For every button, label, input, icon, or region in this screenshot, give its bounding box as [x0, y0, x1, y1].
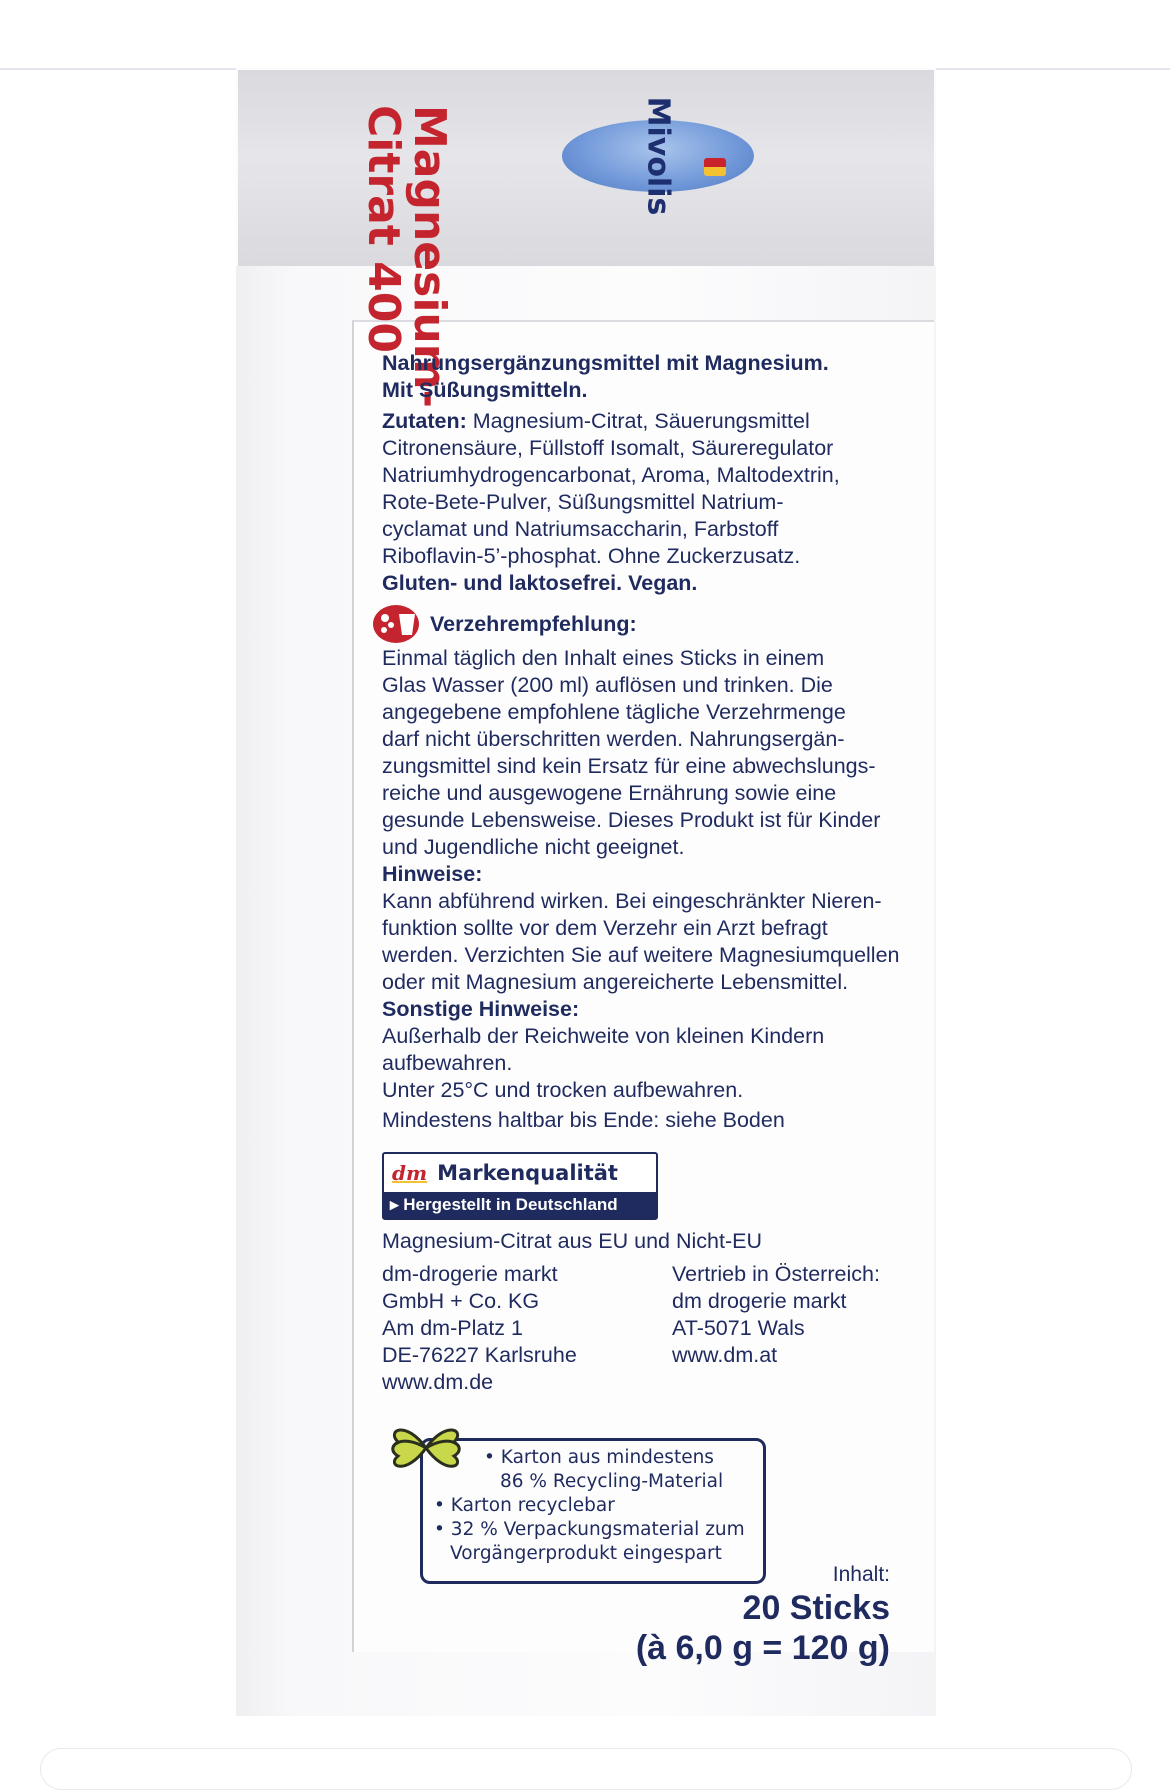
notes-line: oder mit Magnesium angereicherte Lebensmittel.: [382, 970, 849, 994]
ingredients-line: Rote-Bete-Pulver, Süßungsmittel Natrium-: [382, 490, 784, 514]
dm-quality-badge: [382, 1152, 658, 1220]
contents-label: Inhalt:: [832, 1563, 890, 1586]
other-notes-line: Unter 25°C und trocken aufbewahren.: [382, 1078, 744, 1102]
dosage-heading: Verzehrempfehlung:: [430, 611, 637, 636]
dosage-header: [382, 603, 902, 645]
ingredients-line: Riboflavin-5’-phosphat. Ohne Zuckerzusatz.: [382, 544, 801, 568]
address-line: Am dm-Platz 1: [382, 1316, 523, 1340]
recycling-item: Vorgängerprodukt eingespart: [450, 1543, 722, 1564]
ingredients-heading: Zutaten:: [382, 409, 467, 433]
origin-info: Magnesium-Citrat aus EU und Nicht-EU: [382, 1229, 762, 1253]
quality-subtitle: ▸ Hergestellt in Deutschland: [384, 1192, 656, 1218]
recycling-list: [434, 1446, 745, 1566]
glass-icon: [372, 603, 424, 645]
notes-line: funktion sollte vor dem Verzehr ein Arzt befragt: [382, 916, 828, 940]
package-contents: [636, 1562, 890, 1668]
dm-logo: dm: [392, 1160, 428, 1185]
bottom-card: [40, 1748, 1132, 1790]
product-name-line2: Citrat 400: [358, 105, 409, 353]
address-at: [672, 1261, 880, 1396]
address-line: www.dm.at: [672, 1343, 778, 1367]
dm-mini-badge-icon: [704, 158, 726, 176]
address-line: www.dm.de: [382, 1370, 494, 1394]
recycling-item: • Karton recyclebar: [434, 1495, 615, 1516]
address-line: DE-76227 Karlsruhe: [382, 1343, 577, 1367]
other-notes-line: Außerhalb der Reichweite von kleinen Kindern: [382, 1024, 825, 1048]
recycling-item: • 32 % Verpackungsmaterial zum: [434, 1519, 745, 1540]
notes-line: Kann abführend wirken. Bei eingeschränkter Nieren-: [382, 889, 882, 913]
notes-line: werden. Verzichten Sie auf weitere Magnesiumquellen: [382, 943, 900, 967]
ingredients-line: cyclamat und Natriumsaccharin, Farbstoff: [382, 517, 779, 541]
brand-logo-text: Mivolis: [640, 96, 676, 216]
label-text: [382, 350, 902, 1396]
other-notes-heading: Sonstige Hinweise:: [382, 997, 580, 1021]
dosage-line: zungsmittel sind kein Ersatz für eine abwechslungs-: [382, 754, 876, 778]
ingredients-line: Zutaten: Magnesium-Citrat, Säuerungsmittel: [382, 409, 810, 433]
dosage-line: und Jugendliche nicht geeignet.: [382, 835, 685, 859]
address-line: dm drogerie markt: [672, 1289, 847, 1313]
recycling-item: 86 % Recycling-Material: [500, 1471, 724, 1492]
address-block: [382, 1261, 902, 1396]
intro-line: Nahrungsergänzungsmittel mit Magnesium.: [382, 351, 829, 375]
dosage-line: gesunde Lebensweise. Dieses Produkt ist für Kinder: [382, 808, 881, 832]
notes-heading: Hinweise:: [382, 862, 483, 886]
dosage-line: reiche und ausgewogene Ernährung sowie eine: [382, 781, 837, 805]
contents-weight: (à 6,0 g = 120 g): [635, 1629, 890, 1667]
intro-line: Mit Süßungsmitteln.: [382, 378, 588, 402]
dosage-line: Glas Wasser (200 ml) auflösen und trinken. Die: [382, 673, 833, 697]
allergen-info: Gluten- und laktosefrei. Vegan.: [382, 571, 698, 595]
other-notes-line: aufbewahren.: [382, 1051, 513, 1075]
dosage-line: angegebene empfohlene tägliche Verzehrmenge: [382, 700, 846, 724]
quality-title: Markenqualität: [437, 1160, 618, 1185]
product-name-line1: Magnesium-: [404, 105, 455, 408]
ingredients-line: Citronensäure, Füllstoff Isomalt, Säureregulator: [382, 436, 834, 460]
contents-count: 20 Sticks: [742, 1589, 890, 1627]
ingredients-line: Natriumhydrogencarbonat, Aroma, Maltodextrin,: [382, 463, 840, 487]
recycling-item: • Karton aus mindestens: [484, 1447, 714, 1468]
other-notes-line: Mindestens haltbar bis Ende: siehe Boden: [382, 1108, 785, 1132]
address-de: [382, 1261, 672, 1396]
dosage-line: darf nicht überschritten werden. Nahrungsergän-: [382, 727, 845, 751]
dosage-line: Einmal täglich den Inhalt eines Sticks in einem: [382, 646, 825, 670]
address-line: dm-drogerie markt: [382, 1262, 558, 1286]
address-line: Vertrieb in Österreich:: [672, 1262, 880, 1286]
address-line: GmbH + Co. KG: [382, 1289, 540, 1313]
address-line: AT-5071 Wals: [672, 1316, 805, 1340]
